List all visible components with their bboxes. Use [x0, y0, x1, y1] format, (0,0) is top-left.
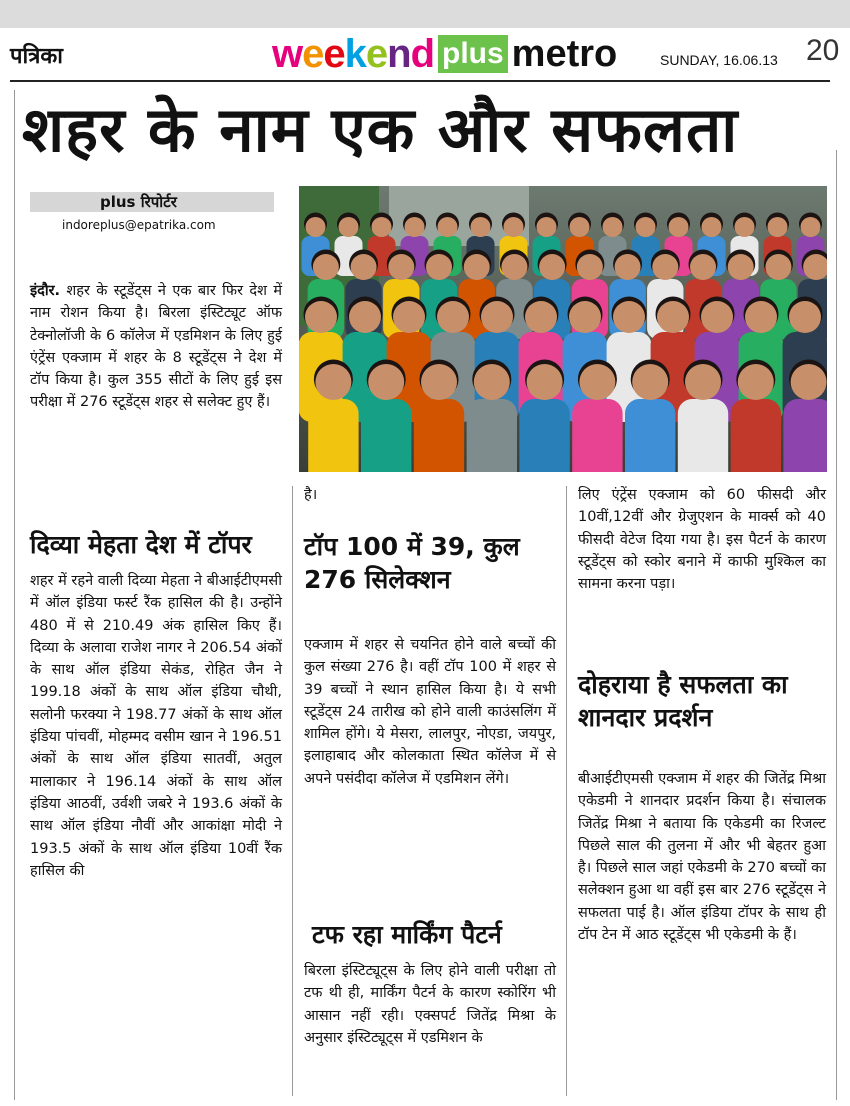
top-gray-band	[0, 0, 850, 28]
person-face	[669, 217, 689, 237]
person-face	[313, 254, 339, 280]
person-face	[579, 364, 615, 400]
column2-carryover: है।	[304, 487, 318, 503]
person-face	[388, 254, 414, 280]
person-face	[393, 301, 425, 333]
person-face	[405, 217, 425, 237]
person-face	[652, 254, 678, 280]
person-face	[685, 364, 721, 400]
headline: शहर के नाम एक और सफलता	[22, 93, 739, 166]
person-face	[632, 364, 668, 400]
person-face	[615, 254, 641, 280]
reporter-email[interactable]: indoreplus@epatrika.com	[62, 218, 216, 232]
intro-paragraph: इंदौर. शहर के स्टूडेंट्स ने एक बार फिर देश में नाम रोशन किया है। बिरला इंस्टिट्यूट ऑफ टेक्नोलॉजी के 6 कॉलेज में एडमिशन के लिए हुई एंट्रेंस एक्जाम में शहर के 8 स्टूडेंट्स ने देश में टॉप किया है। कुल 355 सीटों के लिए हुई इस परीक्षा में 276 स्टूडेंट्स शहर से सलेक्ट हुए हैं।	[30, 283, 282, 411]
person-face	[438, 217, 458, 237]
column-divider-1	[292, 486, 293, 1096]
person-face	[471, 217, 491, 237]
person-face	[613, 301, 645, 333]
marking-pattern-paragraph: बिरला इंस्टिट्यूट्स के लिए होने वाली परीक्षा तो टफ थी ही, मार्किंग पैटर्न के कारण स्कोरिंग भी आसान नहीं रही। एक्सपर्ट जितेंद्र मिश्रा के अनुसार इंस्टिट्यूट्स में एडमिशन के	[304, 963, 556, 1046]
brand-plus: plus	[438, 35, 508, 73]
person-face	[372, 217, 392, 237]
person-face	[745, 301, 777, 333]
person-face	[738, 364, 774, 400]
person-face	[527, 364, 563, 400]
paper-name: पत्रिका	[10, 44, 63, 69]
person-face	[603, 217, 623, 237]
top100-paragraph: एक्जाम में शहर से चयनित होने वाले बच्चों की कुल संख्या 276 है। वहीं टॉप 100 में शहर से 39 बच्चों ने स्थान हासिल किया है। ये सभी स्टूडेंट्स 24 तारीख को होने वाली काउंसलिंग में शामिल होंगे। ये मेसरा, लालपुर, नोएडा, जयपुर, इलाहाबाद और कोलकाता स्थित कॉलेज में से अपने पसंदीदा कॉलेज में एडमिशन लेंगे।	[304, 637, 556, 787]
person-face	[570, 217, 590, 237]
students-group-photo	[299, 186, 827, 472]
brand-metro: metro	[511, 32, 618, 75]
brand-weekend: weekend	[272, 31, 434, 76]
person-face	[801, 217, 821, 237]
subhead-topper: दिव्या मेहता देश में टॉपर	[30, 530, 252, 559]
person-face	[351, 254, 377, 280]
person-body	[625, 399, 675, 472]
marking-pattern-continued: लिए एंट्रेंस एक्जाम को 60 फीसदी और 10वीं,12वीं और ग्रेजुएशन के मार्क्स को 40 फीसदी वेटेज दिया गया है। इस पैटर्न के कारण स्टूडेंट्स को स्कोर बनाने में काफी मुश्किल का सामना करना पड़ा।	[578, 487, 826, 593]
person-body	[783, 399, 827, 472]
person-face	[702, 217, 722, 237]
person-body	[308, 399, 358, 472]
person-face	[504, 217, 524, 237]
brand-logo	[272, 30, 617, 78]
masthead	[10, 28, 840, 82]
person-face	[765, 254, 791, 280]
person-face	[306, 217, 326, 237]
person-face	[481, 301, 513, 333]
person-face	[474, 364, 510, 400]
person-face	[577, 254, 603, 280]
right-column-rule	[836, 150, 837, 1100]
person-face	[569, 301, 601, 333]
person-face	[690, 254, 716, 280]
person-face	[349, 301, 381, 333]
column-divider-2	[566, 486, 567, 1096]
person-face	[735, 217, 755, 237]
person-face	[501, 254, 527, 280]
person-body	[519, 399, 569, 472]
subhead-marking-pattern: टफ रहा मार्किंग पैटर्न	[312, 920, 502, 949]
person-face	[701, 301, 733, 333]
topper-paragraph: शहर में रहने वाली दिव्या मेहता ने बीआईटीएमसी में ऑल इंडिया फर्स्ट रैंक हासिल की है। उन्होंने 480 में से 210.49 अंक हासिल किए हैं। दिव्या के अलावा राजेश नागर ने 206.54 अंकों के साथ ऑल इंडिया सेकंड, रोहित जैन ने 199.18 अंकों के साथ ऑल इंडिया चौथी, सलोनी फरक्या ने 198.77 अंकों के साथ ऑल इंडिया पांचवीं, मोहम्मद वसीम खान ने 196.51 अंकों के साथ ऑल इंडिया सातवीं, अतुल मालाकार ने 196.14 अंकों के साथ ऑल इंडिया आठवीं, उर्वशी जबरे ने 193.6 अंकों के साथ ऑल इंडिया नौवीं और आकांक्षा मोदी ने 193.5 अंकों के साथ ऑल इंडिया 10वीं रैंक हासिल की	[30, 573, 282, 879]
person-face	[339, 217, 359, 237]
person-face	[305, 301, 337, 333]
person-body	[731, 399, 781, 472]
page-number: 20	[806, 34, 840, 67]
person-face	[525, 301, 557, 333]
left-column-rule	[14, 90, 15, 1100]
person-body	[467, 399, 517, 472]
person-face	[368, 364, 404, 400]
person-body	[678, 399, 728, 472]
person-face	[728, 254, 754, 280]
person-face	[539, 254, 565, 280]
subhead-success-repeat: दोहराया है सफलता का शानदार प्रदर्शन	[578, 670, 788, 732]
person-face	[421, 364, 457, 400]
person-body	[361, 399, 411, 472]
person-body	[414, 399, 464, 472]
person-face	[426, 254, 452, 280]
photo-illustration	[299, 186, 827, 472]
person-body	[572, 399, 622, 472]
person-face	[315, 364, 351, 400]
person-face	[791, 364, 827, 400]
reporter: plus रिपोर्टर	[100, 193, 177, 211]
academy-paragraph: बीआईटीएमसी एक्जाम में शहर की जितेंद्र मिश्रा एकेडमी ने शानदार प्रदर्शन किया है। संचालक जितेंद्र मिश्रा ने बताया कि एकेडमी का रिजल्ट पिछले साल की तुलना में और भी बेहतर हुआ है। पिछले साल जहां एकेडमी के 270 बच्चों का सलेक्शन हुआ था वहीं इस बार 276 स्टूडेंट्स ने सफलता पाई है। ऑल इंडिया टॉपर के साथ ही टॉप टेन में आठ स्टूडेंट्स भी एकेडमी के हैं।	[578, 771, 826, 944]
person-face	[768, 217, 788, 237]
person-face	[537, 217, 557, 237]
person-face	[636, 217, 656, 237]
subhead-top100: टॉप 100 में 39, कुल 276 सिलेक्शन	[304, 532, 520, 594]
person-face	[437, 301, 469, 333]
dateline: SUNDAY, 16.06.13	[660, 52, 778, 68]
person-face	[657, 301, 689, 333]
person-face	[464, 254, 490, 280]
person-face	[789, 301, 821, 333]
